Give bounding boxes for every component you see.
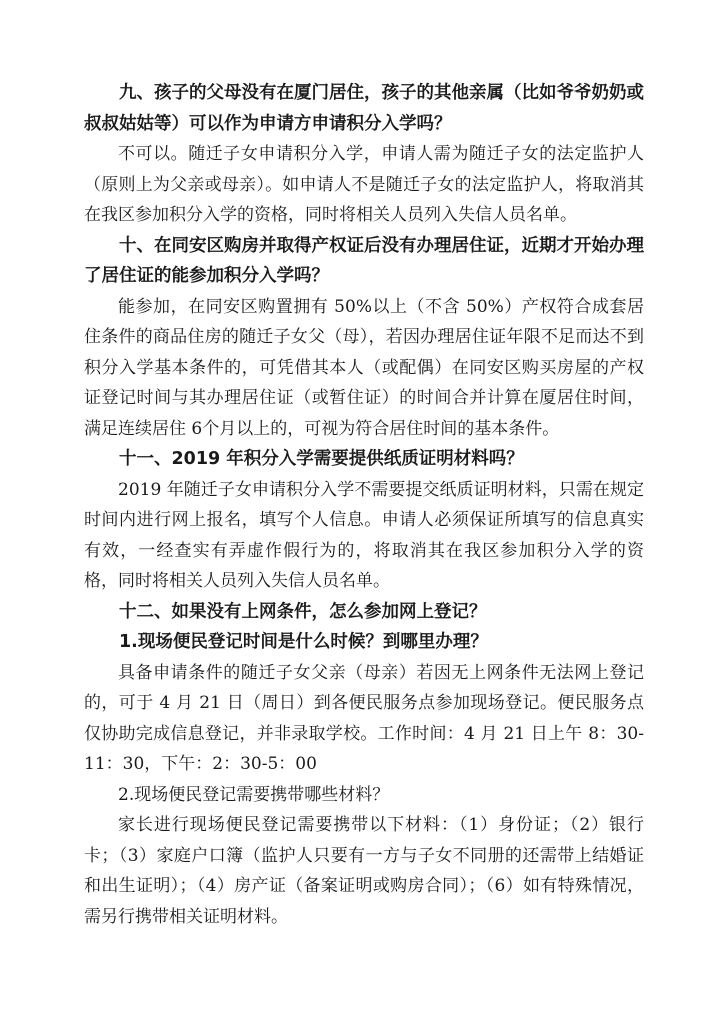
answer-12-1: 具备申请条件的随迁子女父亲（母亲）若因无上网条件无法网上登记的，可于 4 月 21 日（周日）到各便民服务点参加现场登记。便民服务点仅协助完成信息登记，并非录取学校。工作时间：4 月 21 日上午 8：30-11：30，下午：2：30-5：00 (84, 662, 644, 774)
question-10: 十、在同安区购房并取得产权证后没有办理居住证，近期才开始办理了居住证的能参加积分入学吗？ (84, 235, 644, 286)
answer-11: 2019 年随迁子女申请积分入学不需要提交纸质证明材料，只需在规定时间内进行网上报名，填写个人信息。申请人必须保证所填写的信息真实有效，一经查实有弄虚作假行为的，将取消其在我区参加积分入学的资格，同时将相关人员列入失信人员名单。 (84, 479, 644, 591)
document-page (84, 78, 644, 932)
sub-question-12-2: 2.现场便民登记需要携带哪些材料？ (118, 784, 390, 805)
answer-10: 能参加，在同安区购置拥有 50%以上（不含 50%）产权符合成套居住条件的商品住房的随迁子女父（母），若因办理居住证年限不足而达不到积分入学基本条件的，可凭借其本人（或配偶）在同安区购买房屋的产权证登记时间与其办理居住证（或暂住证）的时间合并计算在厦居住时间，满足连续居住 6个月以上的，可视为符合居住时间的基本条件。 (84, 296, 644, 439)
answer-12-2: 家长进行现场便民登记需要携带以下材料：（1）身份证；（2）银行卡；（3）家庭户口簿（监护人只要有一方与子女不同册的还需带上结婚证和出生证明）；（4）房产证（备案证明或购房合同）；（6）如有特殊情况，需另行携带相关证明材料。 (84, 815, 644, 927)
question-12: 十二、如果没有上网条件，怎么参加网上登记？ (119, 601, 487, 622)
sub-question-12-1: 1.现场便民登记时间是什么时候？到哪里办理？ (119, 632, 488, 652)
question-9: 九、孩子的父母没有在厦门居住，孩子的其他亲属（比如爷爷奶奶或叔叔姑姑等）可以作为申请方申请积分入学吗？ (84, 83, 644, 134)
question-11: 十一、2019 年积分入学需要提供纸质证明材料吗？ (119, 449, 524, 469)
answer-9: 不可以。随迁子女申请积分入学，申请人需为随迁子女的法定监护人（原则上为父亲或母亲）。如申请人不是随迁子女的法定监护人，将取消其在我区参加积分入学的资格，同时将相关人员列入失信人员名单。 (84, 144, 644, 225)
